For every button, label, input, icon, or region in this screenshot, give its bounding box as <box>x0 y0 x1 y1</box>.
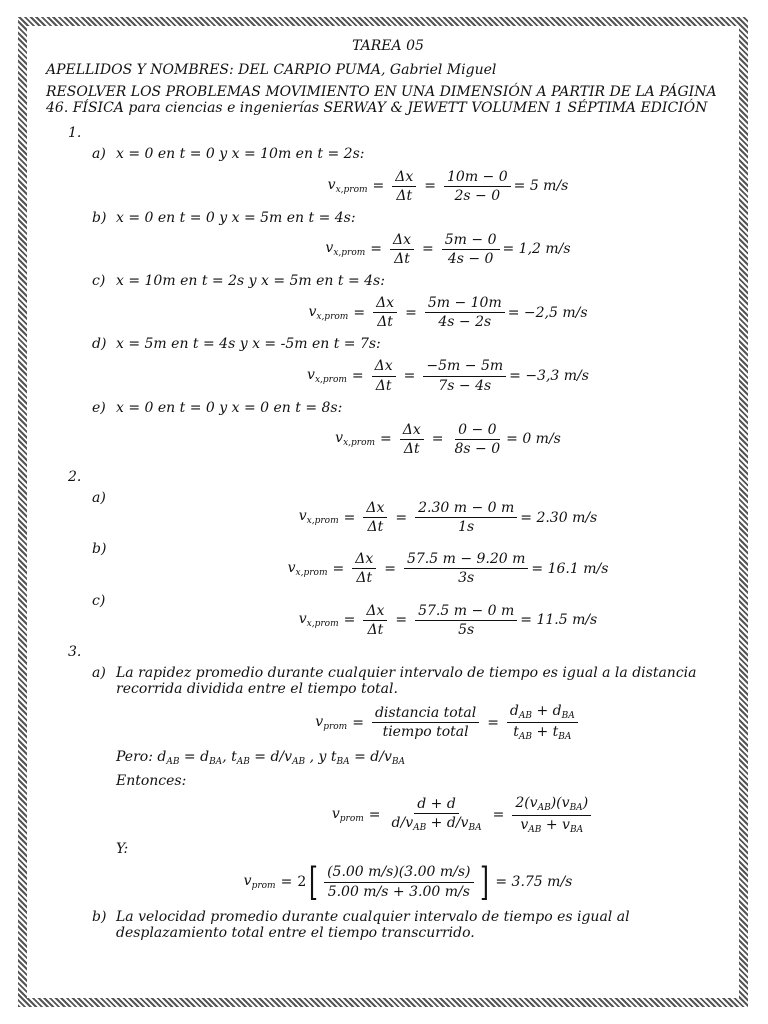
equals-sign: = <box>372 178 385 195</box>
equals-sign: = <box>431 431 444 448</box>
item-text: x = 0 en t = 0 y x = 10m en t = 2s: <box>116 146 365 163</box>
item-label: b) <box>92 909 107 925</box>
frac-num: 10m − 0 <box>444 169 511 187</box>
vx-prom-symbol: $v_{x,prom}$ <box>287 559 328 578</box>
equals-sign: = <box>332 560 345 577</box>
frac-den: tiempo total <box>382 724 469 741</box>
frac-den: Δt <box>394 250 410 267</box>
final-numerator: (5.00 m/s)(3.00 m/s) <box>324 864 473 882</box>
value-fraction <box>404 551 528 586</box>
frac-den: 4s − 2s <box>438 314 492 331</box>
delta-fraction <box>352 551 376 586</box>
frac-num: 2.30 m − 0 m <box>415 500 517 518</box>
frac-den: 1s <box>458 519 475 536</box>
value-fraction <box>415 603 517 638</box>
equals-sign: = <box>384 560 396 577</box>
frac-den: 4s − 0 <box>447 250 494 267</box>
frac-den: 7s − 4s <box>438 377 492 394</box>
equals-sign: = <box>380 431 392 448</box>
frac-num: Δx <box>363 603 387 621</box>
equals-sign: = <box>424 178 436 195</box>
item-label: c) <box>92 592 106 609</box>
frac-num: 57.5 m − 9.20 m <box>404 551 528 569</box>
vx-prom-symbol: $v_{x,prom}$ <box>327 176 368 195</box>
vx-prom-symbol: $v_{x,prom}$ <box>298 611 339 630</box>
problem-1-item <box>92 400 730 416</box>
vx-prom-symbol: $v_{x,prom}$ <box>335 430 376 449</box>
problem-1-equation <box>166 169 730 204</box>
frac-den: Δt <box>367 519 384 536</box>
equals-sign: = <box>353 304 366 321</box>
result: = 2.30 m/s <box>520 509 598 526</box>
item-text: x = 10m en t = 2s y x = 5m en t = 4s: <box>116 273 385 290</box>
problem-1-item <box>92 273 730 289</box>
value-fraction <box>442 232 500 267</box>
frac-den: Δt <box>375 377 392 394</box>
document-body <box>46 38 730 993</box>
delta-fraction <box>372 358 396 393</box>
item-label: b) <box>92 541 107 558</box>
frac-num: Δx <box>373 295 397 313</box>
frac-num: Δx <box>400 422 424 440</box>
instructions-line-2: 46. FÍSICA para ciencias e ingenierías SERWAY & JEWETT VOLUMEN 1 SÉPTIMA EDICIÓN <box>46 100 708 117</box>
result: = 0 m/s <box>506 431 561 448</box>
delta-fraction <box>363 500 387 535</box>
frac-den: Δt <box>403 440 420 457</box>
frac-num: Δx <box>363 500 387 518</box>
value-fraction <box>452 422 504 457</box>
result: = 1,2 m/s <box>502 241 571 258</box>
problem-1-item <box>92 210 730 226</box>
equation-vprom-expanded: $v_{prom}$ = $\frac{d + d}{d/v_{AB} + d/v_{BA}}$ = $\frac{2(v_{AB})(v_{BA})}{v_{AB} + v_{BA}}$ <box>196 795 730 835</box>
frac-den: Δt <box>367 621 384 638</box>
problem-3-number: 3. <box>68 643 82 660</box>
frac-num: Δx <box>372 358 396 376</box>
final-denominator: 5.00 m/s + 3.00 m/s <box>327 883 470 900</box>
problem-1-equation <box>166 295 730 330</box>
item-text: x = 0 en t = 0 y x = 0 en t = 8s: <box>116 399 343 416</box>
item-label: b) <box>92 209 107 226</box>
delta-fraction <box>392 169 416 204</box>
problem-3a-text: La rapidez promedio durante cualquier intervalo de tiempo es igual a la distancia recorrida dividida entre el tiempo total. <box>116 664 697 697</box>
frac-num: distancia total <box>372 705 479 723</box>
author-line: APELLIDOS Y NOMBRES: DEL CARPIO PUMA, Gabriel Miguel <box>46 62 497 79</box>
vx-prom-symbol: $v_{x,prom}$ <box>307 366 347 385</box>
frac-den: 5s <box>458 621 475 638</box>
frac-den: 2s − 0 <box>454 187 501 204</box>
delta-fraction <box>390 232 414 267</box>
equals-sign: = <box>343 509 356 526</box>
equals-sign: = <box>405 304 417 321</box>
frac-den: 3s <box>458 570 475 587</box>
problem-1-equation <box>166 422 730 457</box>
pero-line: Pero: $d_{AB} = d_{BA}$, $t_{AB} = d/v_{AB}$ , y $t_{BA} = d/v_{BA}$ <box>116 748 405 767</box>
equals-sign: = <box>395 509 408 526</box>
problem-3b-text: La velocidad promedio durante cualquier intervalo de tiempo es igual al desplazamiento total entre el tiempo transcurrido. <box>116 909 630 942</box>
frac-den: Δt <box>377 314 393 331</box>
value-fraction <box>425 295 505 330</box>
frac-num: Δx <box>352 551 376 569</box>
problem-3a <box>92 665 730 697</box>
problem-1-items <box>46 146 730 456</box>
problem-2-items <box>46 490 730 638</box>
frac-num: Δx <box>392 169 416 187</box>
entonces-label: Entonces: <box>116 773 187 790</box>
problem-1-item <box>92 146 730 162</box>
frac-num: 5m − 10m <box>425 295 505 313</box>
problem-3b <box>92 909 730 941</box>
delta-fraction <box>363 603 387 638</box>
delta-fraction <box>400 422 424 457</box>
frac-den: 8s − 0 <box>454 440 501 457</box>
problem-1-item <box>92 336 730 352</box>
frac-num: −5m − 5m <box>423 358 506 376</box>
equals-sign: = <box>351 367 364 384</box>
equals-sign: = <box>395 612 408 629</box>
problem-1-number: 1. <box>68 125 82 142</box>
equals-sign: = <box>422 241 434 258</box>
item-text: x = 0 en t = 0 y x = 5m en t = 4s: <box>116 209 356 226</box>
equation-vprom-final: $v_{prom}$ = 2 [ $\frac{(5.00 m/s)(3.00 m/s)}{5.00 m/s + 3.00 m/s}$ ] = 3.75 m/s <box>243 860 573 904</box>
equation-vprom-distance: $v_{prom}$ = $\frac{\text{distancia total}}{\text{tiempo total}}$ = $\frac{d_{AB} + d_{BA}}{t_{AB} + t_{BA}}$ <box>166 703 730 743</box>
value-fraction <box>415 500 517 535</box>
problem-2-number: 2. <box>68 468 82 485</box>
result: = 11.5 m/s <box>520 612 598 629</box>
value-fraction <box>423 358 506 393</box>
item-label: a) <box>92 664 106 681</box>
equals-sign: = <box>370 241 383 258</box>
problem-2-equation <box>166 551 730 586</box>
result: = −2,5 m/s <box>507 304 588 321</box>
item-label: a) <box>92 146 106 163</box>
frac-num: Δx <box>390 232 414 250</box>
frac-num: 5m − 0 <box>442 232 500 250</box>
result: = −3,3 m/s <box>509 367 589 384</box>
item-label: c) <box>92 273 106 290</box>
value-fraction <box>444 169 511 204</box>
document-title: TAREA 05 <box>352 38 424 54</box>
frac-den: Δt <box>396 187 413 204</box>
frac-num: 0 − 0 <box>455 422 499 440</box>
problem-2-equation <box>166 603 730 638</box>
vx-prom-symbol: $v_{x,prom}$ <box>298 508 339 527</box>
item-label: e) <box>92 399 106 416</box>
problem-1-equation <box>166 232 730 267</box>
result: = 5 m/s <box>513 178 569 195</box>
y-label: Y: <box>116 840 129 857</box>
instructions-line-1: RESOLVER LOS PROBLEMAS MOVIMIENTO EN UNA DIMENSIÓN A PARTIR DE LA PÁGINA <box>46 84 717 101</box>
frac-num: 57.5 m − 0 m <box>415 603 517 621</box>
problem-2-equation <box>166 500 730 535</box>
item-label: a) <box>92 489 106 506</box>
equals-sign: = <box>403 367 416 384</box>
frac-den: Δt <box>356 570 373 587</box>
final-result: = 3.75 m/s <box>495 873 573 890</box>
delta-fraction <box>373 295 397 330</box>
item-text: x = 5m en t = 4s y x = -5m en t = 7s: <box>116 336 381 353</box>
problem-1-equation <box>166 358 730 393</box>
item-label: d) <box>92 336 107 353</box>
result: = 16.1 m/s <box>531 560 609 577</box>
vx-prom-symbol: $v_{x,prom}$ <box>308 303 349 322</box>
vx-prom-symbol: $v_{x,prom}$ <box>325 240 366 259</box>
equals-sign: = <box>343 612 356 629</box>
